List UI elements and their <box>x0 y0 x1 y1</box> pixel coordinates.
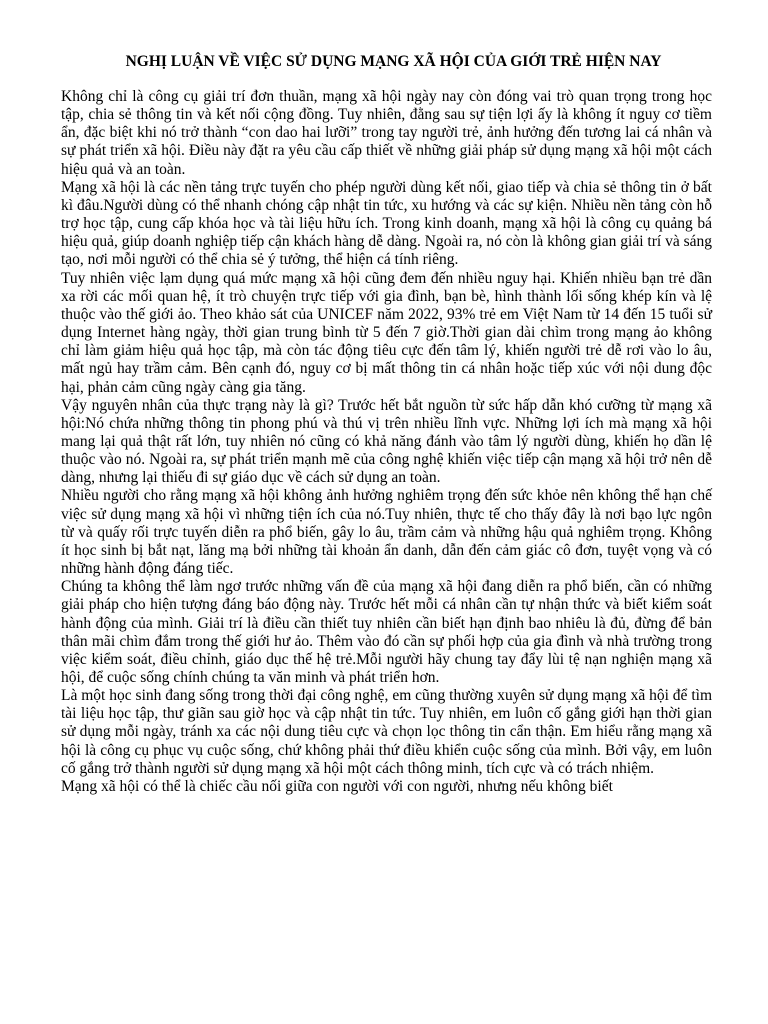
paragraph-counterargument: Nhiều người cho rằng mạng xã hội không ảnh hưởng nghiêm trọng đến sức khỏe nên không thể hạn chế việc sử dụng mạng xã hội vì những tiện ích của nó.Tuy nhiên, thực tế cho thấy đây là nơi bạo lực ngôn từ và quấy rối trực tuyến diễn ra phổ biến, gây lo âu, trầm cảm và những hậu quả nghiêm trọng. Không ít học sinh bị bắt nạt, lăng mạ bởi những tài khoản ẩn danh, dẫn đến cảm giác cô đơn, tuyệt vọng và có những hành động đáng tiếc. <box>61 487 712 578</box>
paragraph-harms: Tuy nhiên việc lạm dụng quá mức mạng xã hội cũng đem đến nhiều nguy hại. Khiến nhiều bạn trẻ dần xa rời các mối quan hệ, ít trò chuyện trực tiếp với gia đình, bạn bè, hình thành lối sống khép kín và lệ thuộc vào thế giới ảo. Theo khảo sát của UNICEF năm 2022, 93% trẻ em Việt Nam từ 14 đến 15 tuổi sử dụng Internet hàng ngày, thời gian trung bình từ 5 đến 7 giờ.Thời gian dài chìm trong mạng ảo không chỉ làm giảm hiệu quả học tập, mà còn tác động tiêu cực đến tâm lý, khiến người trẻ dễ rơi vào lo âu, mất ngủ hay trầm cảm. Bên cạnh đó, nguy cơ bị mất thông tin cá nhân hoặc tiếp xúc với nội dung độc hại, phản cảm cũng ngày càng gia tăng. <box>61 269 712 396</box>
paragraph-intro: Không chỉ là công cụ giải trí đơn thuần, mạng xã hội ngày nay còn đóng vai trò quan trọng trong học tập, chia sẻ thông tin và kết nối cộng đồng. Tuy nhiên, đằng sau sự tiện lợi ấy là không ít nguy cơ tiềm ẩn, đặc biệt khi nó trở thành “con dao hai lưỡi” trong tay người trẻ, ảnh hưởng đến tương lai cá nhân và sự phát triển xã hội. Điều này đặt ra yêu cầu cấp thiết về những giải pháp sử dụng mạng xã hội một cách hiệu quả và an toàn. <box>61 88 712 178</box>
paragraph-causes: Vậy nguyên nhân của thực trạng này là gì? Trước hết bắt nguồn từ sức hấp dẫn khó cưỡng từ mạng xã hội:Nó chứa những thông tin phong phú và thú vị trên nhiều lĩnh vực. Những lợi ích mà mạng xã hội mang lại quả thật rất lớn, tuy nhiên nó cũng có khả năng đánh vào tâm lý người dùng, khiến họ dần lệ thuộc vào nó. Ngoài ra, sự phát triển mạnh mẽ của công nghệ khiến việc tiếp cận mạng xã hội trở nên dễ dàng, nhưng lại thiếu đi sự giáo dục về cách sử dụng an toàn. <box>61 396 712 487</box>
paragraph-solutions: Chúng ta không thể làm ngơ trước những vấn đề của mạng xã hội đang diễn ra phổ biến, cần có những giải pháp cho hiện tượng đáng báo động này. Trước hết mỗi cá nhân cần tự nhận thức và biết kiểm soát hành động của mình. Giải trí là điều cần thiết tuy nhiên cần biết hạn định bao nhiêu là đủ, đừng để bản thân mãi chìm đắm trong thế giới hư ảo. Thêm vào đó cần sự phối hợp của gia đình và nhà trường trong việc kiểm soát, điều chỉnh, giáo dục thế hệ trẻ.Mỗi người hãy chung tay đẩy lùi tệ nạn nghiện mạng xã hội, để cuộc sống chính chúng ta văn minh và phát triển hơn. <box>61 578 712 686</box>
document-title: NGHỊ LUẬN VỀ VIỆC SỬ DỤNG MẠNG XÃ HỘI CỦA GIỚI TRẺ HIỆN NAY <box>125 53 662 70</box>
paragraph-personal: Là một học sinh đang sống trong thời đại công nghệ, em cũng thường xuyên sử dụng mạng xã hội để tìm tài liệu học tập, thư giãn sau giờ học và cập nhật tin tức. Tuy nhiên, em luôn cố gắng giới hạn thời gian sử dụng mỗi ngày, tránh xa các nội dung tiêu cực và chọn lọc thông tin cẩn thận. Em hiểu rằng mạng xã hội là công cụ phục vụ cuộc sống, chứ không phải thứ điều khiển cuộc sống của mình. Bởi vậy, em luôn cố gắng trở thành người sử dụng mạng xã hội một cách thông minh, tích cực và có trách nhiệm. <box>61 687 712 777</box>
paragraph-definition: Mạng xã hội là các nền tảng trực tuyến cho phép người dùng kết nối, giao tiếp và chia sẻ thông tin ở bất kì đâu.Người dùng có thể nhanh chóng cập nhật tin tức, xu hướng và các sự kiện. Nhiều nền tảng còn hỗ trợ học tập, cung cấp khóa học và tài liệu hữu ích. Trong kinh doanh, mạng xã hội là công cụ quảng bá hiệu quả, giúp doanh nghiệp tiếp cận khách hàng dễ dàng. Ngoài ra, nó còn là không gian giải trí và sáng tạo, nơi mỗi người có thể chia sẻ ý tưởng, thể hiện cá tính riêng. <box>61 178 712 269</box>
paragraph-conclusion: Mạng xã hội có thể là chiếc cầu nối giữa con người với con người, nhưng nếu không biết <box>61 777 613 795</box>
